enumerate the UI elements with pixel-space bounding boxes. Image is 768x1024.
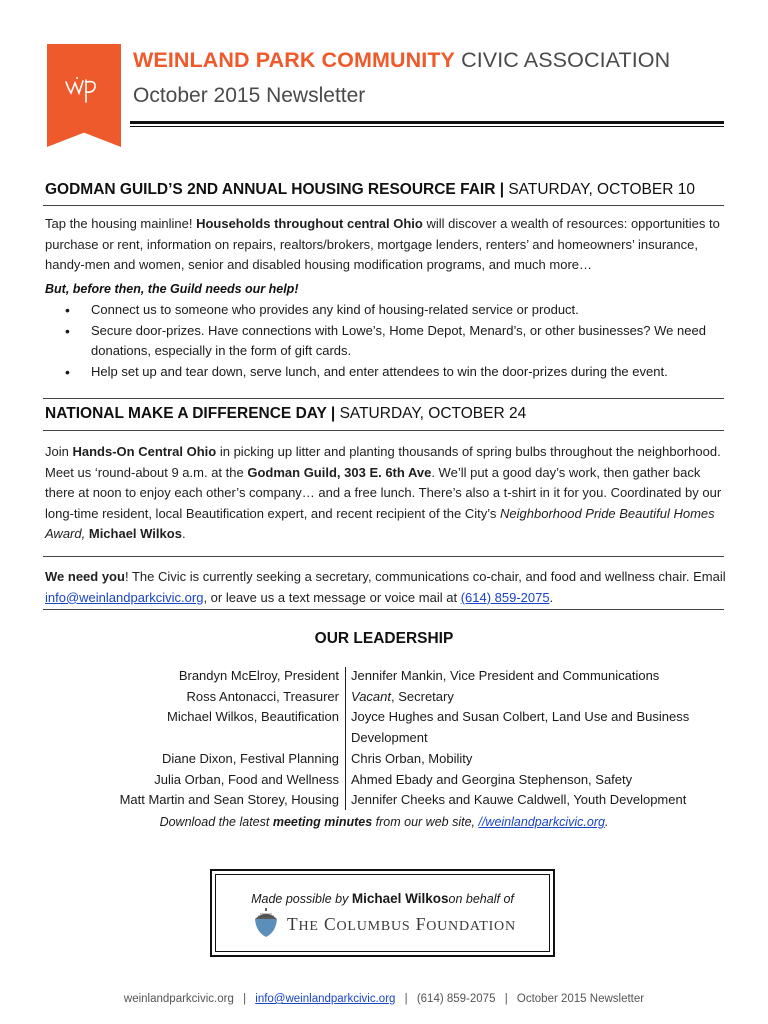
footer-phone: (614) 859-2075: [416, 993, 496, 1005]
difference-day-heading: [45, 405, 526, 423]
leader-entry: [40, 728, 339, 749]
leader-entry: [351, 687, 731, 708]
fair-intro-bold: Households throughout central Ohio: [196, 216, 423, 231]
vacant-label: Vacant: [351, 688, 391, 704]
section-divider: [43, 398, 724, 399]
download-text: Download the latest: [159, 815, 270, 829]
download-end: .: [604, 815, 609, 829]
dd-text: . We’ll put a good day’s work, then gather back there at noon to enjoy each other’s company… and a free lunch. There’s also a t-shirt in it for you. Coordinated by our long-time resident, local Beautification expert, and recent recipient of the City’s: [45, 464, 722, 521]
footer-separator: |: [404, 993, 408, 1005]
fair-bullet-list: [45, 300, 725, 382]
need-end: .: [549, 589, 554, 605]
foundation-letter: T: [287, 914, 299, 934]
section-divider: [43, 205, 724, 206]
leader-entry: Diane Dixon, Festival Planning: [161, 750, 339, 766]
download-text-2: from our web site,: [375, 815, 475, 829]
leader-entry: Jennifer Cheeks and Kauwe Caldwell, Youth Development: [351, 792, 687, 808]
leadership-right-column: [351, 666, 731, 811]
difference-day-body: [45, 442, 730, 545]
header-rule: [130, 121, 724, 124]
leader-entry: Ahmed Ebady and Georgina Stephenson, Safety: [351, 771, 633, 787]
org-name-light: CIVIC ASSOCIATION: [461, 48, 671, 72]
website-link[interactable]: //weinlandparkcivic.org: [478, 815, 605, 829]
logo-ribbon: [47, 44, 121, 147]
header-rule-thin: [130, 126, 724, 127]
difference-day-date: SATURDAY, OCTOBER 24: [339, 405, 527, 422]
footer-site: weinlandparkcivic.org: [123, 993, 234, 1005]
dd-award: Neighborhood Pride Beautiful Homes Award,: [45, 505, 715, 542]
acorn-icon: [252, 908, 280, 943]
leadership-divider: [345, 667, 346, 810]
footer-email-link[interactable]: info@weinlandparkcivic.org: [255, 993, 396, 1005]
newsletter-org-title: [133, 48, 670, 73]
need-text: ! The Civic is currently seeking a secretary, communications co-chair, and food and wellness chair. Email: [124, 569, 726, 584]
foundation-letters: HE: [298, 919, 319, 934]
section-divider: [43, 609, 724, 610]
on-behalf-text: on behalf of: [448, 892, 514, 906]
fair-heading: [45, 181, 695, 199]
phone-link[interactable]: (614) 859-2075: [460, 589, 550, 605]
dd-bold-org: Hands-On Central Ohio: [72, 444, 217, 459]
fair-heading-title: GODMAN GUILD’S 2ND ANNUAL HOUSING RESOURCE FAIR |: [45, 181, 505, 198]
fair-intro-text: Tap the housing mainline!: [45, 216, 193, 231]
page-footer: [0, 993, 768, 1005]
list-item: • Help set up and tear down, serve lunch, and enter attendees to win the door-prizes during the event.: [45, 362, 725, 383]
dd-text: Join: [45, 444, 69, 459]
leader-entry: Ross Antonacci, Treasurer: [186, 688, 339, 704]
dd-text: .: [181, 526, 186, 542]
fair-subhead: But, before then, the Guild needs our help!: [45, 282, 299, 296]
fair-intro: [45, 214, 730, 276]
leadership-title: OUR LEADERSHIP: [314, 630, 454, 647]
sponsor-name: Michael Wilkos: [351, 891, 449, 906]
need-bold: We need you: [45, 569, 125, 584]
leader-entry: Chris Orban, Mobility: [351, 750, 473, 766]
leader-entry: Joyce Hughes and Susan Colbert, Land Use and Business: [351, 709, 690, 725]
dd-text: in picking up litter and planting thousands of spring bulbs throughout the neighborhood. Meet us ‘round-about 9 a.m. at the: [45, 444, 721, 480]
leader-entry: Julia Orban, Food and Wellness: [154, 771, 339, 787]
foundation-letters: OLUMBUS: [336, 919, 411, 934]
email-link[interactable]: info@weinlandparkcivic.org: [45, 589, 204, 605]
need-paragraph: [45, 567, 730, 608]
leader-entry: Brandyn McElroy, President: [178, 668, 339, 683]
leader-entry: Development: [351, 730, 428, 746]
need-text-2: , or leave us a text message or voice mail at: [203, 589, 458, 605]
fair-intro-text-2: will discover a wealth of resources: opportunities to purchase or rent, information on repairs, realtors/brokers, mortgage lenders, renters’ and homeowners’ insurance, handy-men and women, senior and disabled housing modification programs, and much more…: [45, 216, 720, 273]
section-divider: [43, 556, 724, 557]
made-possible-text: Made possible by: [251, 892, 349, 906]
foundation-letters: OUNDATION: [426, 919, 516, 934]
dd-bold-name: Michael Wilkos: [88, 526, 182, 542]
dd-bold-location: Godman Guild, 303 E. 6th Ave: [247, 464, 432, 480]
section-divider: [43, 430, 724, 431]
list-item: • Secure door-prizes. Have connections with Lowe’s, Home Depot, Menard’s, or other businesses? We need donations, especially in the form of gift cards.: [45, 321, 725, 362]
footer-issue: October 2015 Newsletter: [516, 993, 645, 1005]
leader-entry: Matt Martin and Sean Storey, Housing: [119, 792, 339, 808]
download-bold: meeting minutes: [272, 815, 373, 829]
leader-role: , Secretary: [391, 688, 454, 704]
foundation-letter: C: [323, 914, 337, 934]
leader-entry: Jennifer Mankin, Vice President and Communications: [351, 668, 660, 683]
foundation-name: [287, 914, 516, 935]
footer-separator: |: [243, 993, 247, 1005]
footer-separator: |: [504, 993, 508, 1005]
difference-day-title: NATIONAL MAKE A DIFFERENCE DAY |: [45, 405, 336, 422]
minutes-download-note: [0, 815, 768, 829]
sponsor-credit: [216, 891, 549, 906]
org-name-bold: WEINLAND PARK COMMUNITY: [133, 48, 455, 72]
wp-monogram-icon: [64, 74, 104, 106]
leadership-left-column: [40, 666, 339, 811]
leader-entry: Michael Wilkos, Beautification: [167, 709, 339, 725]
foundation-letter: F: [415, 914, 427, 934]
fair-heading-date: SATURDAY, OCTOBER 10: [508, 181, 695, 198]
newsletter-issue: October 2015 Newsletter: [133, 84, 366, 107]
list-item: • Connect us to someone who provides any kind of housing-related service or product.: [45, 300, 725, 321]
